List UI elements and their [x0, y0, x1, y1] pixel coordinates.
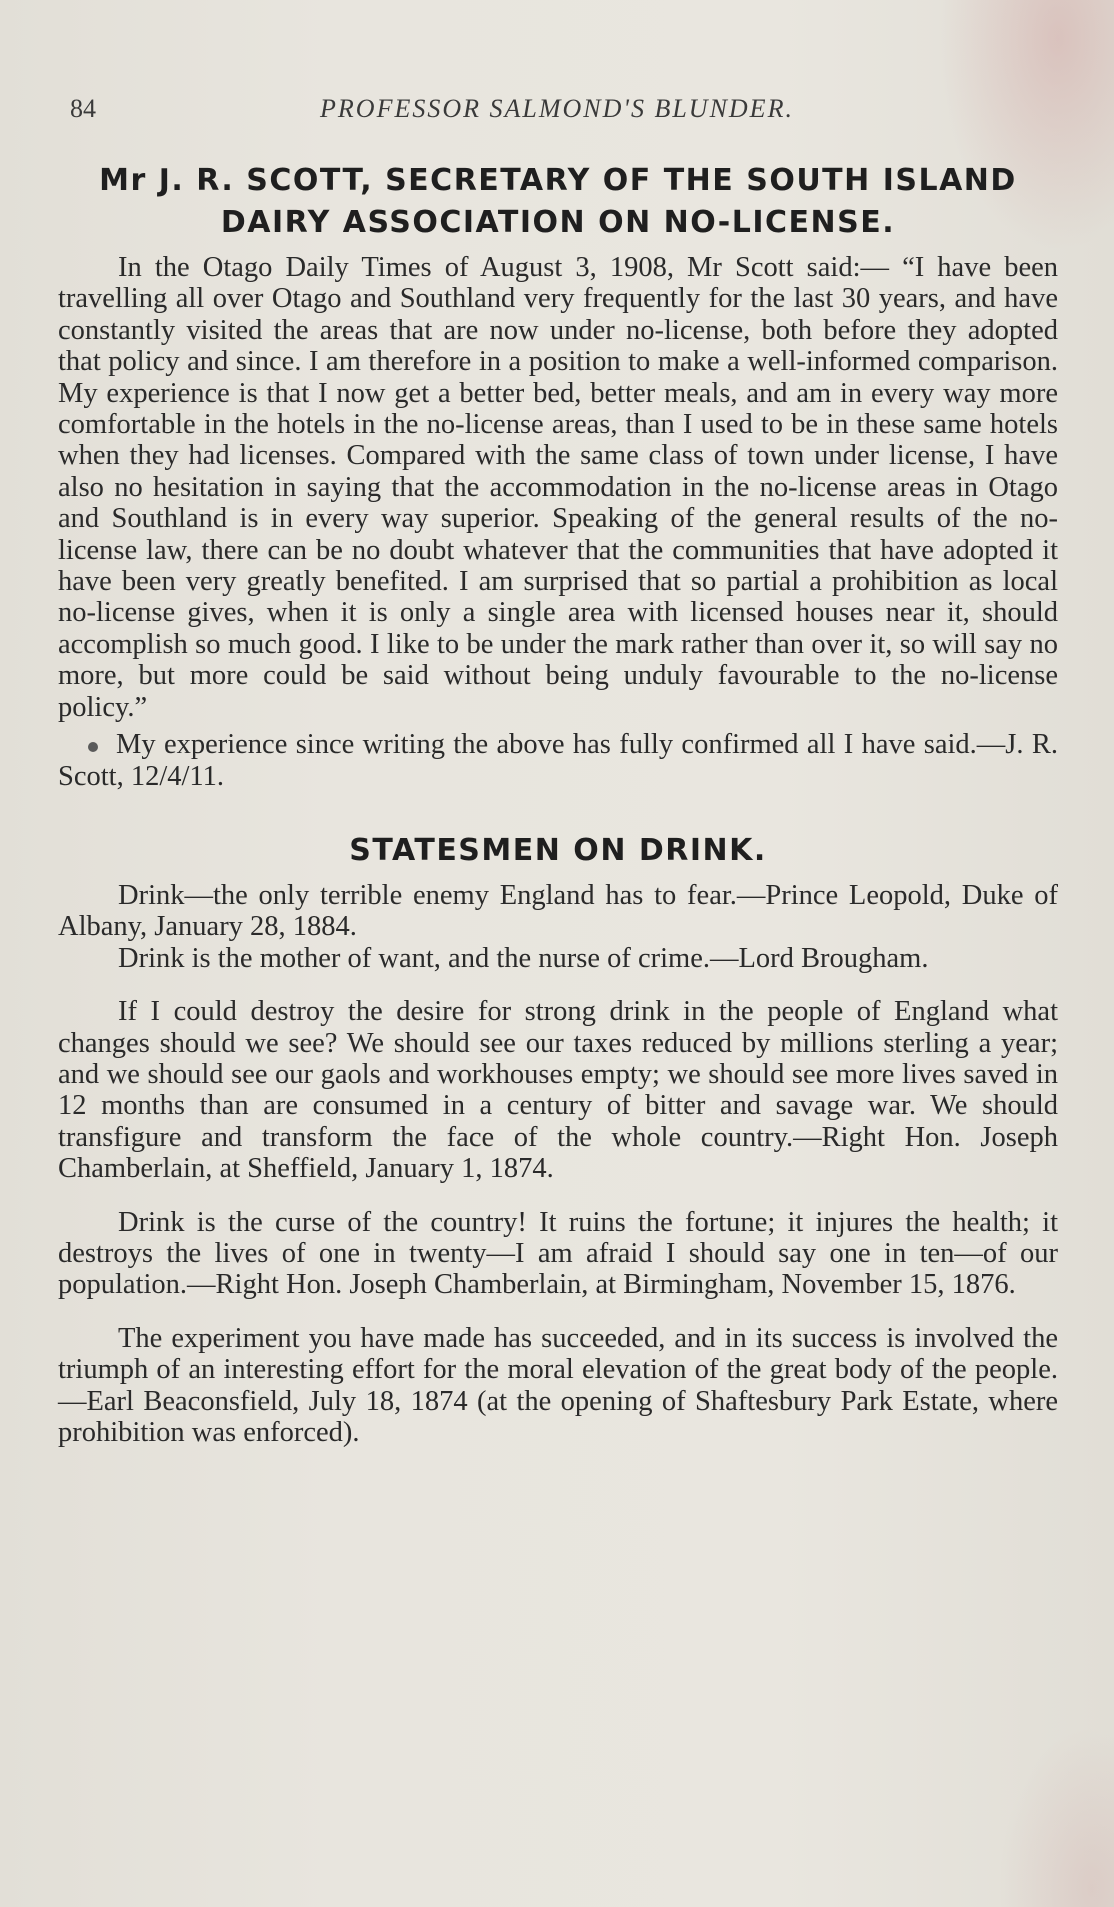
section-heading-statesmen: STATESMEN ON DRINK.	[349, 832, 767, 868]
page-number: 84	[70, 94, 96, 123]
running-head	[70, 94, 1044, 128]
bullet-mark	[88, 742, 98, 752]
quote-earl-beaconsfield: The experiment you have made has succeeded, and in its success is involved the triumph of an interesting effort for the moral elevation of the great body of the people.—Earl Beaconsfield, July 18, 1874 (at the opening of Shaftesbury Park Estate, where prohibition was enforced).	[58, 1322, 1058, 1448]
heading-line-1: Mr J. R. SCOTT, SECRETARY OF THE SOUTH ISLAND	[99, 163, 1017, 198]
quote-chamberlain-birmingham: Drink is the curse of the country! It ruins the fortune; it injures the health; it destroys the lives of one in twenty—I am afraid I should say one in ten—of our population.—Right Hon. Joseph Chamberlain, at Birmingham, November 15, 1876.	[58, 1206, 1058, 1301]
quote-lord-brougham: Drink is the mother of want, and the nurse of crime.—Lord Brougham.	[118, 942, 929, 974]
section-statesmen	[58, 830, 1058, 1449]
quote-chamberlain-sheffield: If I could destroy the desire for strong drink in the people of England what changes should we see? We should see our taxes reduced by millions sterling a year; and we should see our gaols and workhouses empty; we should see more lives saved in 12 months than are consumed in a century of bitter and savage war. We should transfigure and transform the face of the whole country.—Right Hon. Joseph Chamberlain, at Sheffield, January 1, 1874.	[58, 996, 1058, 1185]
page-content	[58, 160, 1058, 1448]
paragraph-scott-confirmation-text: My experience since writing the above has fully confirmed all I have said.—J. R. Scott, 12/4/11.	[58, 729, 1058, 792]
heading-line-2: DAIRY ASSOCIATION ON NO-LICENSE.	[220, 205, 896, 240]
section-heading-scott	[58, 160, 1058, 244]
section-scott	[58, 160, 1058, 792]
quote-prince-leopold: Drink—the only terrible enemy England has to fear.—Prince Leopold, Duke of Albany, January 28, 1884.	[58, 879, 1058, 943]
running-title: PROFESSOR SALMOND'S BLUNDER.	[320, 94, 794, 123]
paragraph-scott-confirmation	[58, 729, 1058, 792]
paragraph-scott-quote: In the Otago Daily Times of August 3, 1908, Mr Scott said:— “I have been travelling all over Otago and Southland very frequently for the last 30 years, and have constantly visited the areas that are now under no-license, both before they adopted that policy and since. I am therefore in a position to make a well-informed comparison. My experience is that I now get a better bed, better meals, and am in every way more comfortable in the hotels in the no-license areas, than I used to be in these same hotels when they had licenses. Compared with the same class of town under license, I have also no hesitation in saying that the accommodation in the no-license areas in Otago and Southland is in every way superior. Speaking of the general results of the no-license law, there can be no doubt whatever that the communities that have adopted it have been very greatly benefited. I am surprised that so partial a prohibition as local no-license gives, when it is only a single area with licensed houses near it, should accomplish so much good. I like to be under the mark rather than over it, so will say no more, but more could be said without being unduly favourable to the no-license policy.”	[58, 252, 1058, 723]
